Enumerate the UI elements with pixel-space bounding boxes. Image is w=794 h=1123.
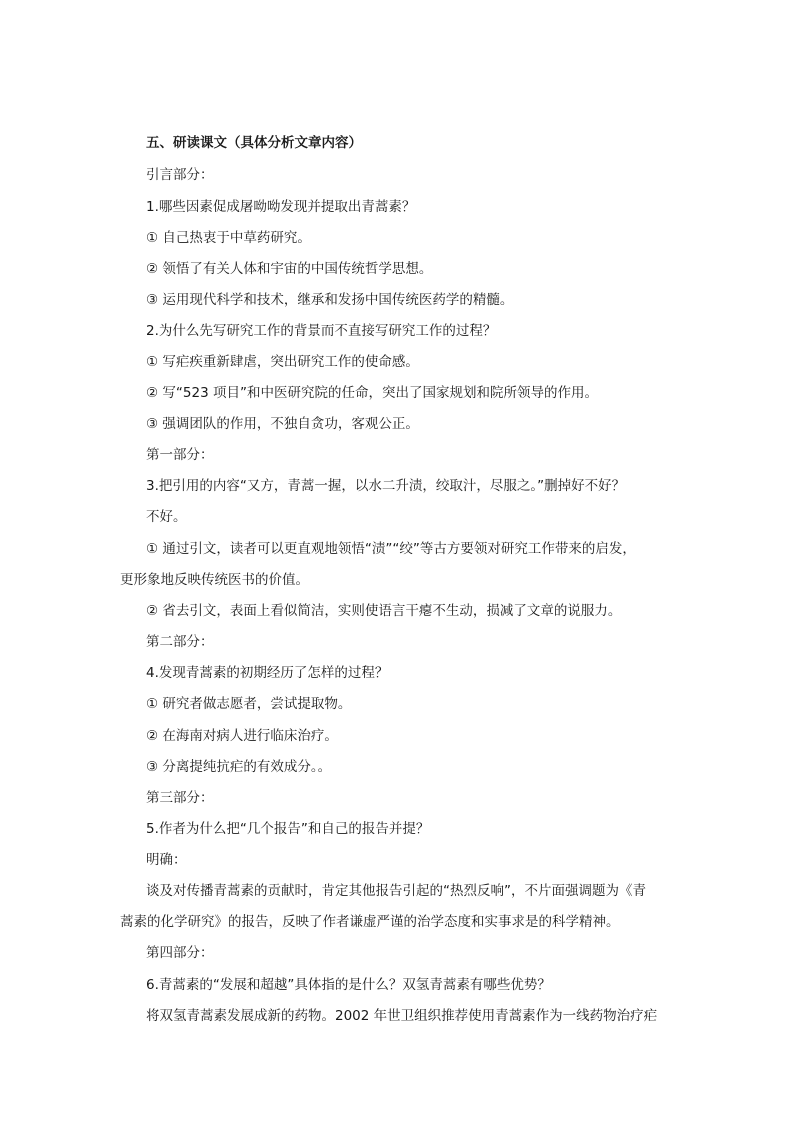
q4-answer-3: ③ 分离提纯抗疟的有效成分。。 xyxy=(146,759,332,775)
q3-answer-1-line-1: ① 通过引文，读者可以更直观地领悟“渍”“绞”等古方要领对研究工作带来的启发， xyxy=(146,541,636,557)
question-4: 4.发现青蒿素的初期经历了怎样的过程？ xyxy=(146,665,389,681)
q4-answer-1: ① 研究者做志愿者，尝试提取物。 xyxy=(146,696,352,712)
part3-label: 第三部分： xyxy=(146,790,214,806)
section-heading: 五、研读课文（具体分析文章内容） xyxy=(146,135,362,151)
question-1: 1.哪些因素促成屠呦呦发现并提取出青蒿素？ xyxy=(146,199,416,215)
part4-label: 第四部分： xyxy=(146,945,214,961)
q1-answer-1: ① 自己热衷于中草药研究。 xyxy=(146,230,311,246)
question-3: 3.把引用的内容“又方，青蒿一握，以水二升渍，绞取汁，尽服之。”删掉好不好？ xyxy=(146,478,626,494)
part2-label: 第二部分： xyxy=(146,634,214,650)
q3-answer-2: ② 省去引文，表面上看似简洁，实则使语言干瘪不生动，损减了文章的说服力。 xyxy=(146,603,622,619)
q5-answer-line-1: 谈及对传播青蒿素的贡献时，肯定其他报告引起的“热烈反响”，不片面强调题为《青 xyxy=(146,883,646,899)
q2-answer-1: ① 写疟疾重新肆虐，突出研究工作的使命感。 xyxy=(146,354,419,370)
q3-answer-1-line-2: 更形象地反映传统医书的价值。 xyxy=(120,572,309,588)
q5-answer-line-2: 蒿素的化学研究》的报告，反映了作者谦虚严谨的治学态度和实事求是的科学精神。 xyxy=(120,914,620,930)
q1-answer-2: ② 领悟了有关人体和宇宙的中国传统哲学思想。 xyxy=(146,261,433,277)
q4-answer-2: ② 在海南对病人进行临床治疗。 xyxy=(146,728,338,744)
q3-answer: 不好。 xyxy=(146,509,187,525)
q2-answer-3: ③ 强调团队的作用，不独自贪功，客观公正。 xyxy=(146,416,419,432)
q5-clarify-label: 明确： xyxy=(146,852,187,868)
q2-answer-2: ② 写“523 项目”和中医研究院的任命，突出了国家规划和院所领导的作用。 xyxy=(146,385,598,401)
question-6: 6.青蒿素的“发展和超越”具体指的是什么？双氢青蒿素有哪些优势？ xyxy=(146,977,551,993)
q1-answer-3: ③ 运用现代科学和技术，继承和发扬中国传统医药学的精髓。 xyxy=(146,292,514,308)
question-5: 5.作者为什么把“几个报告”和自己的报告并提？ xyxy=(146,821,430,837)
intro-label: 引言部分： xyxy=(146,167,214,183)
q6-answer-line-1: 将双氢青蒿素发展成新的药物。2002 年世卫组织推荐使用青蒿素作为一线药物治疗疟 xyxy=(146,1008,658,1024)
question-2: 2.为什么先写研究工作的背景而不直接写研究工作的过程？ xyxy=(146,323,497,339)
part1-label: 第一部分： xyxy=(146,447,214,463)
